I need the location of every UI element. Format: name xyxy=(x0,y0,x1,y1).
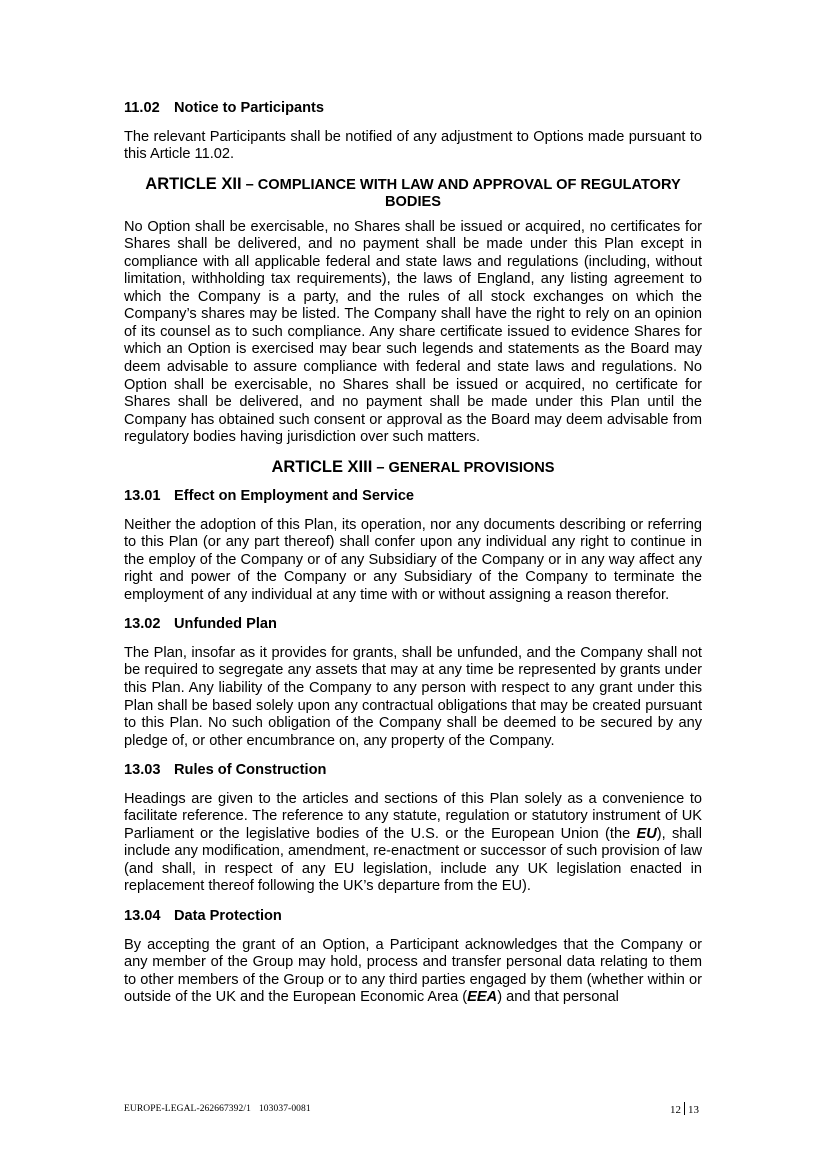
article-heading-xiii xyxy=(124,459,702,478)
footer-matter-id: 103037-0081 xyxy=(258,1104,311,1114)
section-number: 11.02 xyxy=(124,100,160,116)
footer-doc-id: EUROPE-LEGAL-262667392/1 xyxy=(124,1104,251,1114)
section-heading-13-03 xyxy=(124,762,702,780)
section-title: Rules of Construction xyxy=(174,762,327,779)
section-body-13-04 xyxy=(124,937,702,1007)
section-body-13-03 xyxy=(124,791,702,896)
section-title: Unfunded Plan xyxy=(174,616,277,633)
section-title: Notice to Participants xyxy=(174,100,325,116)
body-text: Headings are given to the articles and sections of this Plan solely as a convenience to facilitate reference. The reference to any statute, regulation or statutory instrument of UK Parliament or the legislative bodies of the U.S. or the European Union (the xyxy=(124,790,702,842)
defined-term-eu: EU xyxy=(636,825,657,842)
body-text: By accepting the grant of an Option, a Participant acknowledges that the Company or any member of the Group may hold, process and transfer personal data relating to them to other members of the Group or to any third parties engaged by them (whether within or outside of the UK and the European Economic Area ( xyxy=(124,936,702,1006)
section-number: 13.03 xyxy=(124,762,161,779)
section-heading-13-02 xyxy=(124,616,702,634)
footer-page-number xyxy=(670,1102,699,1116)
body-text: ) and that personal xyxy=(497,989,619,1006)
section-body-11-02: The relevant Participants shall be notified of any adjustment to Options made pursuant to this Article 11.02. xyxy=(124,128,702,163)
body-text: ), shall include any modification, amendment, re-enactment or successor of such provision of law (and shall, in respect of any EU legislation, include any UK legislation enacted in replacement thereof following the UK’s departure from the EU). xyxy=(124,825,702,895)
section-heading-13-04 xyxy=(124,908,702,926)
section-title: Effect on Employment and Service xyxy=(174,488,415,505)
article-heading-xii xyxy=(124,176,702,212)
footer-document-reference xyxy=(124,1104,311,1114)
article-title: – COMPLIANCE WITH LAW AND APPROVAL OF REGULATORY BODIES xyxy=(241,176,681,211)
article-body-xii: No Option shall be exercisable, no Shares shall be issued or acquired, no certificates for Shares shall be delivered, and no payment shall be made under this Plan except in compliance with all applicable federal and state laws and regulations (including, without limitation, withholding tax requirements), the laws of England, any listing agreement to which the Company is a party, and the rules of all stock exchanges on which the Company’s shares may be listed. The Company shall have the right to rely on an opinion of its counsel as to such compliance. Any share certificate issued to evidence Shares for which an Option is exercised may bear such legends and statements as the Board may deem advisable to assure compliance with federal and state laws and regulations. No Option shall be exercisable, no Shares shall be issued or acquired, no certificate for Shares shall be delivered, and no payment shall be made under this Plan until the Company has obtained such consent or approval as the Board may deem advisable from regulatory bodies having jurisdiction over such matters. xyxy=(124,218,702,446)
section-body-13-02: The Plan, insofar as it provides for grants, shall be unfunded, and the Company shall not be required to segregate any assets that may at any time be represented by grants under this Plan. Any liability of the Company to any person with respect to any grant under this Plan shall be based solely upon any contractual obligations that may be created pursuant to this Plan. No such obligation of the Company shall be deemed to be secured by any pledge of, or other encumbrance on, any property of the Company. xyxy=(124,644,702,749)
page-total: 13 xyxy=(688,1104,699,1116)
article-label: ARTICLE XIII xyxy=(271,457,373,476)
section-body-13-01: Neither the adoption of this Plan, its operation, nor any documents describing or referring to this Plan (or any part thereof) shall confer upon any individual any right to continue in the employ of the Company or of any Subsidiary of the Company or in any way affect any right and power of the Company or any Subsidiary of the Company to terminate the employment of any individual at any time with or without assigning a reason therefor. xyxy=(124,516,702,603)
defined-term-eea: EEA xyxy=(467,989,498,1006)
section-number: 13.02 xyxy=(124,616,161,633)
section-number: 13.04 xyxy=(124,908,161,924)
section-heading-13-01 xyxy=(124,488,702,506)
section-title: Data Protection xyxy=(174,908,282,924)
page-separator xyxy=(684,1102,685,1115)
document-page xyxy=(124,100,702,1019)
section-heading-11-02 xyxy=(124,100,702,118)
section-number: 13.01 xyxy=(124,488,161,505)
article-label: ARTICLE XII xyxy=(145,174,242,193)
article-title: – GENERAL PROVISIONS xyxy=(372,459,555,476)
page-current: 12 xyxy=(670,1104,681,1116)
